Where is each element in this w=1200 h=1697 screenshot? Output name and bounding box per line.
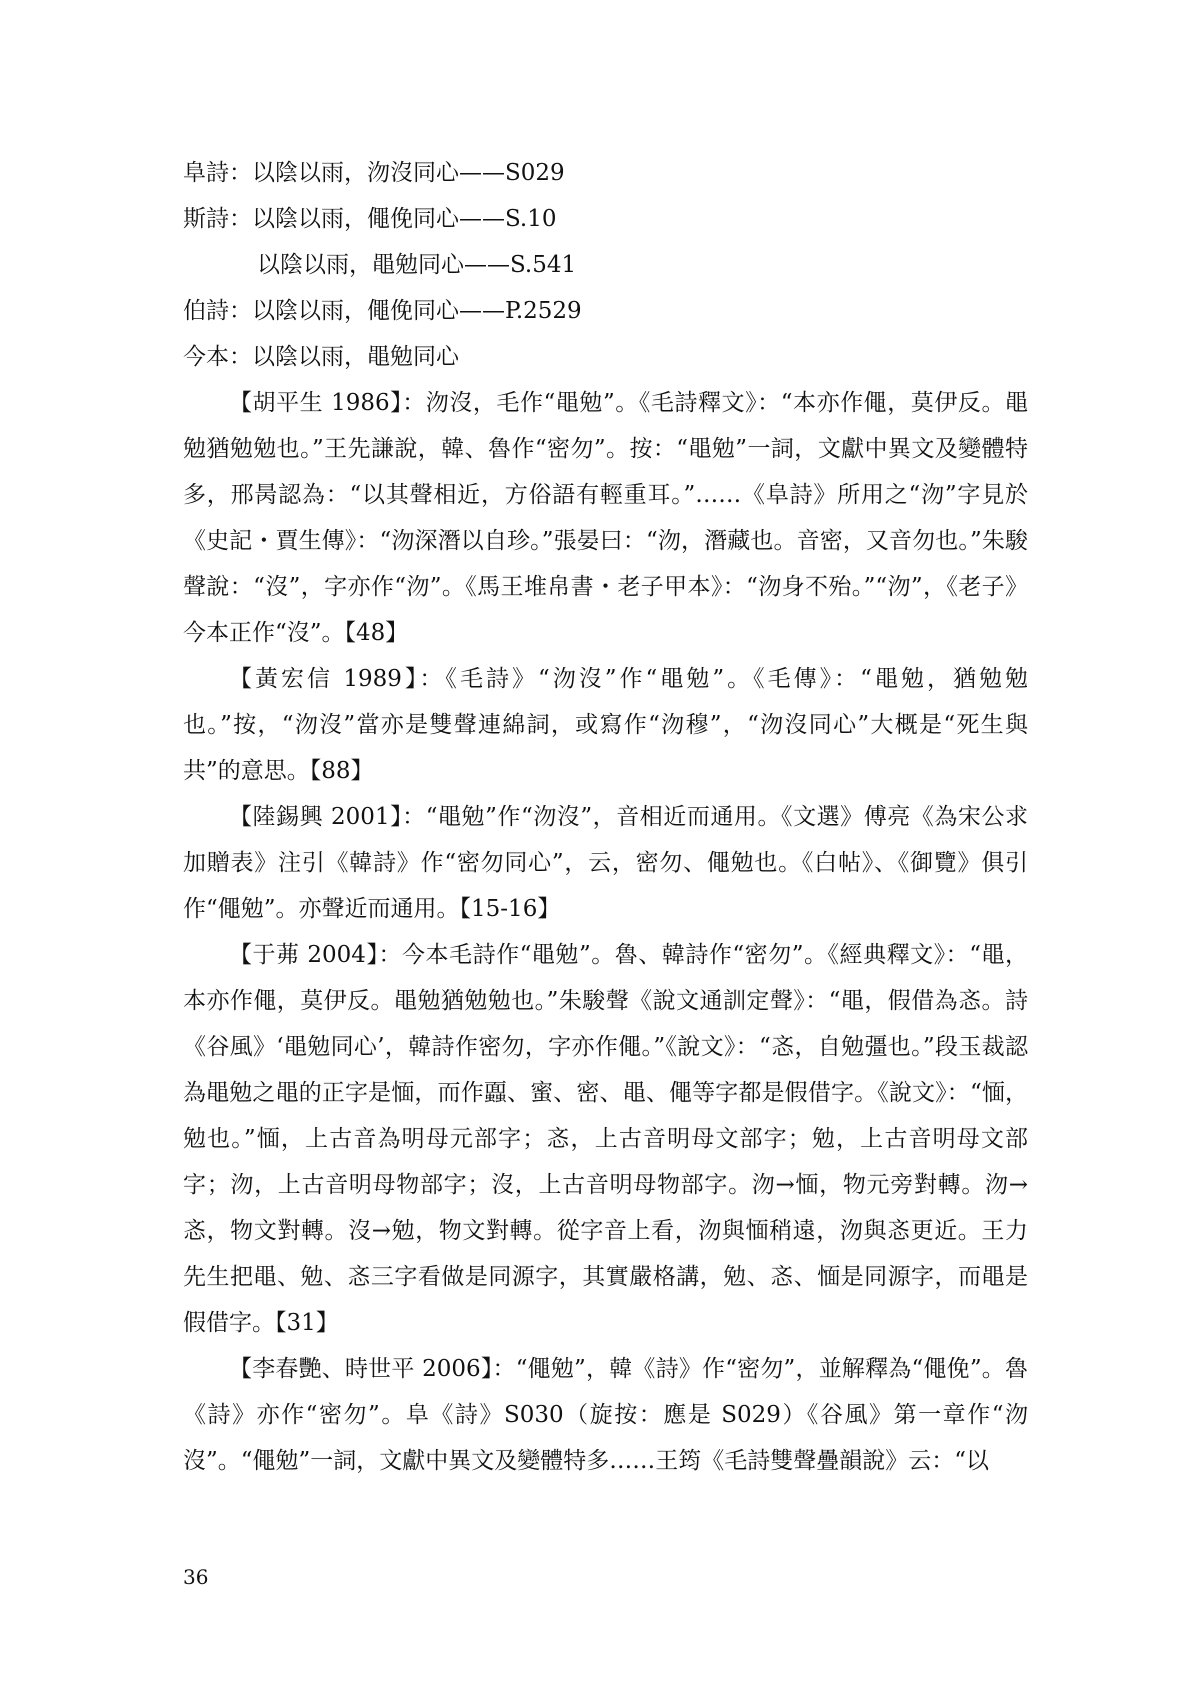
- paragraph-yu-fu: 【于茀 2004】：今本毛詩作“黽勉”。魯、韓詩作“密勿”。《經典釋文》：“黽，本亦作僶，莫伊反。黽勉猶勉勉也。”朱駿聲《說文通訓定聲》：“黽，假借為忞。詩《谷風》‘黽勉同心’，韓詩作密勿，字亦作僶。”《說文》：“忞，自勉彊也。”段玉裁認為黽勉之黽的正字是愐，而作蠠、蜜、密、黽、僶等字都是假借字。《說文》：“愐，勉也。”愐，上古音為明母元部字；忞，上古音明母文部字；勉，上古音明母文部字；沕，上古音明母物部字；沒，上古音明母物部字。沕→愐，物元旁對轉。沕→忞，物文對轉。沒→勉，物文對轉。從字音上看，沕與愐稍遠，沕與忞更近。王力先生把黽、勉、忞三字看做是同源字，其實嚴格講，勉、忞、愐是同源字，而黽是假借字。【31】: [183, 942, 1028, 1336]
- page-body: [183, 150, 1028, 1484]
- variant-line-si-2: 以陰以雨，黽勉同心——S.541: [257, 252, 577, 278]
- variant-line-si-1: 斯詩：以陰以雨，僶俛同心——S.10: [183, 206, 557, 232]
- variant-line-fu: 阜詩：以陰以雨，沕沒同心——S029: [183, 160, 565, 186]
- paragraph-hu-pingsheng: 【胡平生 1986】：沕沒，毛作“黽勉”。《毛詩釋文》：“本亦作僶，莫伊反。黽勉猶勉勉也。”王先謙說，韓、魯作“密勿”。按：“黽勉”一詞，文獻中異文及變體特多，邢昺認為：“以其聲相近，方俗語有輕重耳。”……《阜詩》所用之“沕”字見於《史記・賈生傳》：“沕深潛以自珍。”張晏曰：“沕，潛藏也。音密，又音勿也。”朱駿聲說：“沒”，字亦作“沕”。《馬王堆帛書・老子甲本》：“沕身不殆。”“沕”，《老子》今本正作“沒”。【48】: [183, 390, 1028, 646]
- variant-line-jinben: 今本：以陰以雨，黽勉同心: [183, 344, 459, 370]
- paragraph-lu-xixing: 【陸錫興 2001】：“黽勉”作“沕沒”，音相近而通用。《文選》傅亮《為宋公求加贈表》注引《韓詩》作“密勿同心”，云，密勿、僶勉也。《白帖》、《御覽》俱引作“僶勉”。亦聲近而通用。【15-16】: [183, 804, 1028, 922]
- page-number: 36: [183, 1565, 209, 1589]
- paragraph-huang-hongxin: 【黃宏信 1989】：《毛詩》“沕沒”作“黽勉”。《毛傳》：“黽勉，猶勉勉也。”按，“沕沒”當亦是雙聲連綿詞，或寫作“沕穆”，“沕沒同心”大概是“死生與共”的意思。【88】: [183, 666, 1028, 784]
- variant-line-bo: 伯詩：以陰以雨，僶俛同心——P.2529: [183, 298, 582, 324]
- paragraph-li-chunyan: 【李春艷、時世平 2006】：“僶勉”，韓《詩》作“密勿”，並解釋為“僶俛”。魯《詩》亦作“密勿”。阜《詩》S030（旋按：應是 S029）《谷風》第一章作“沕沒”。“僶勉”一詞，文獻中異文及變體特多……王筠《毛詩雙聲疊韻說》云：“以: [183, 1356, 1028, 1474]
